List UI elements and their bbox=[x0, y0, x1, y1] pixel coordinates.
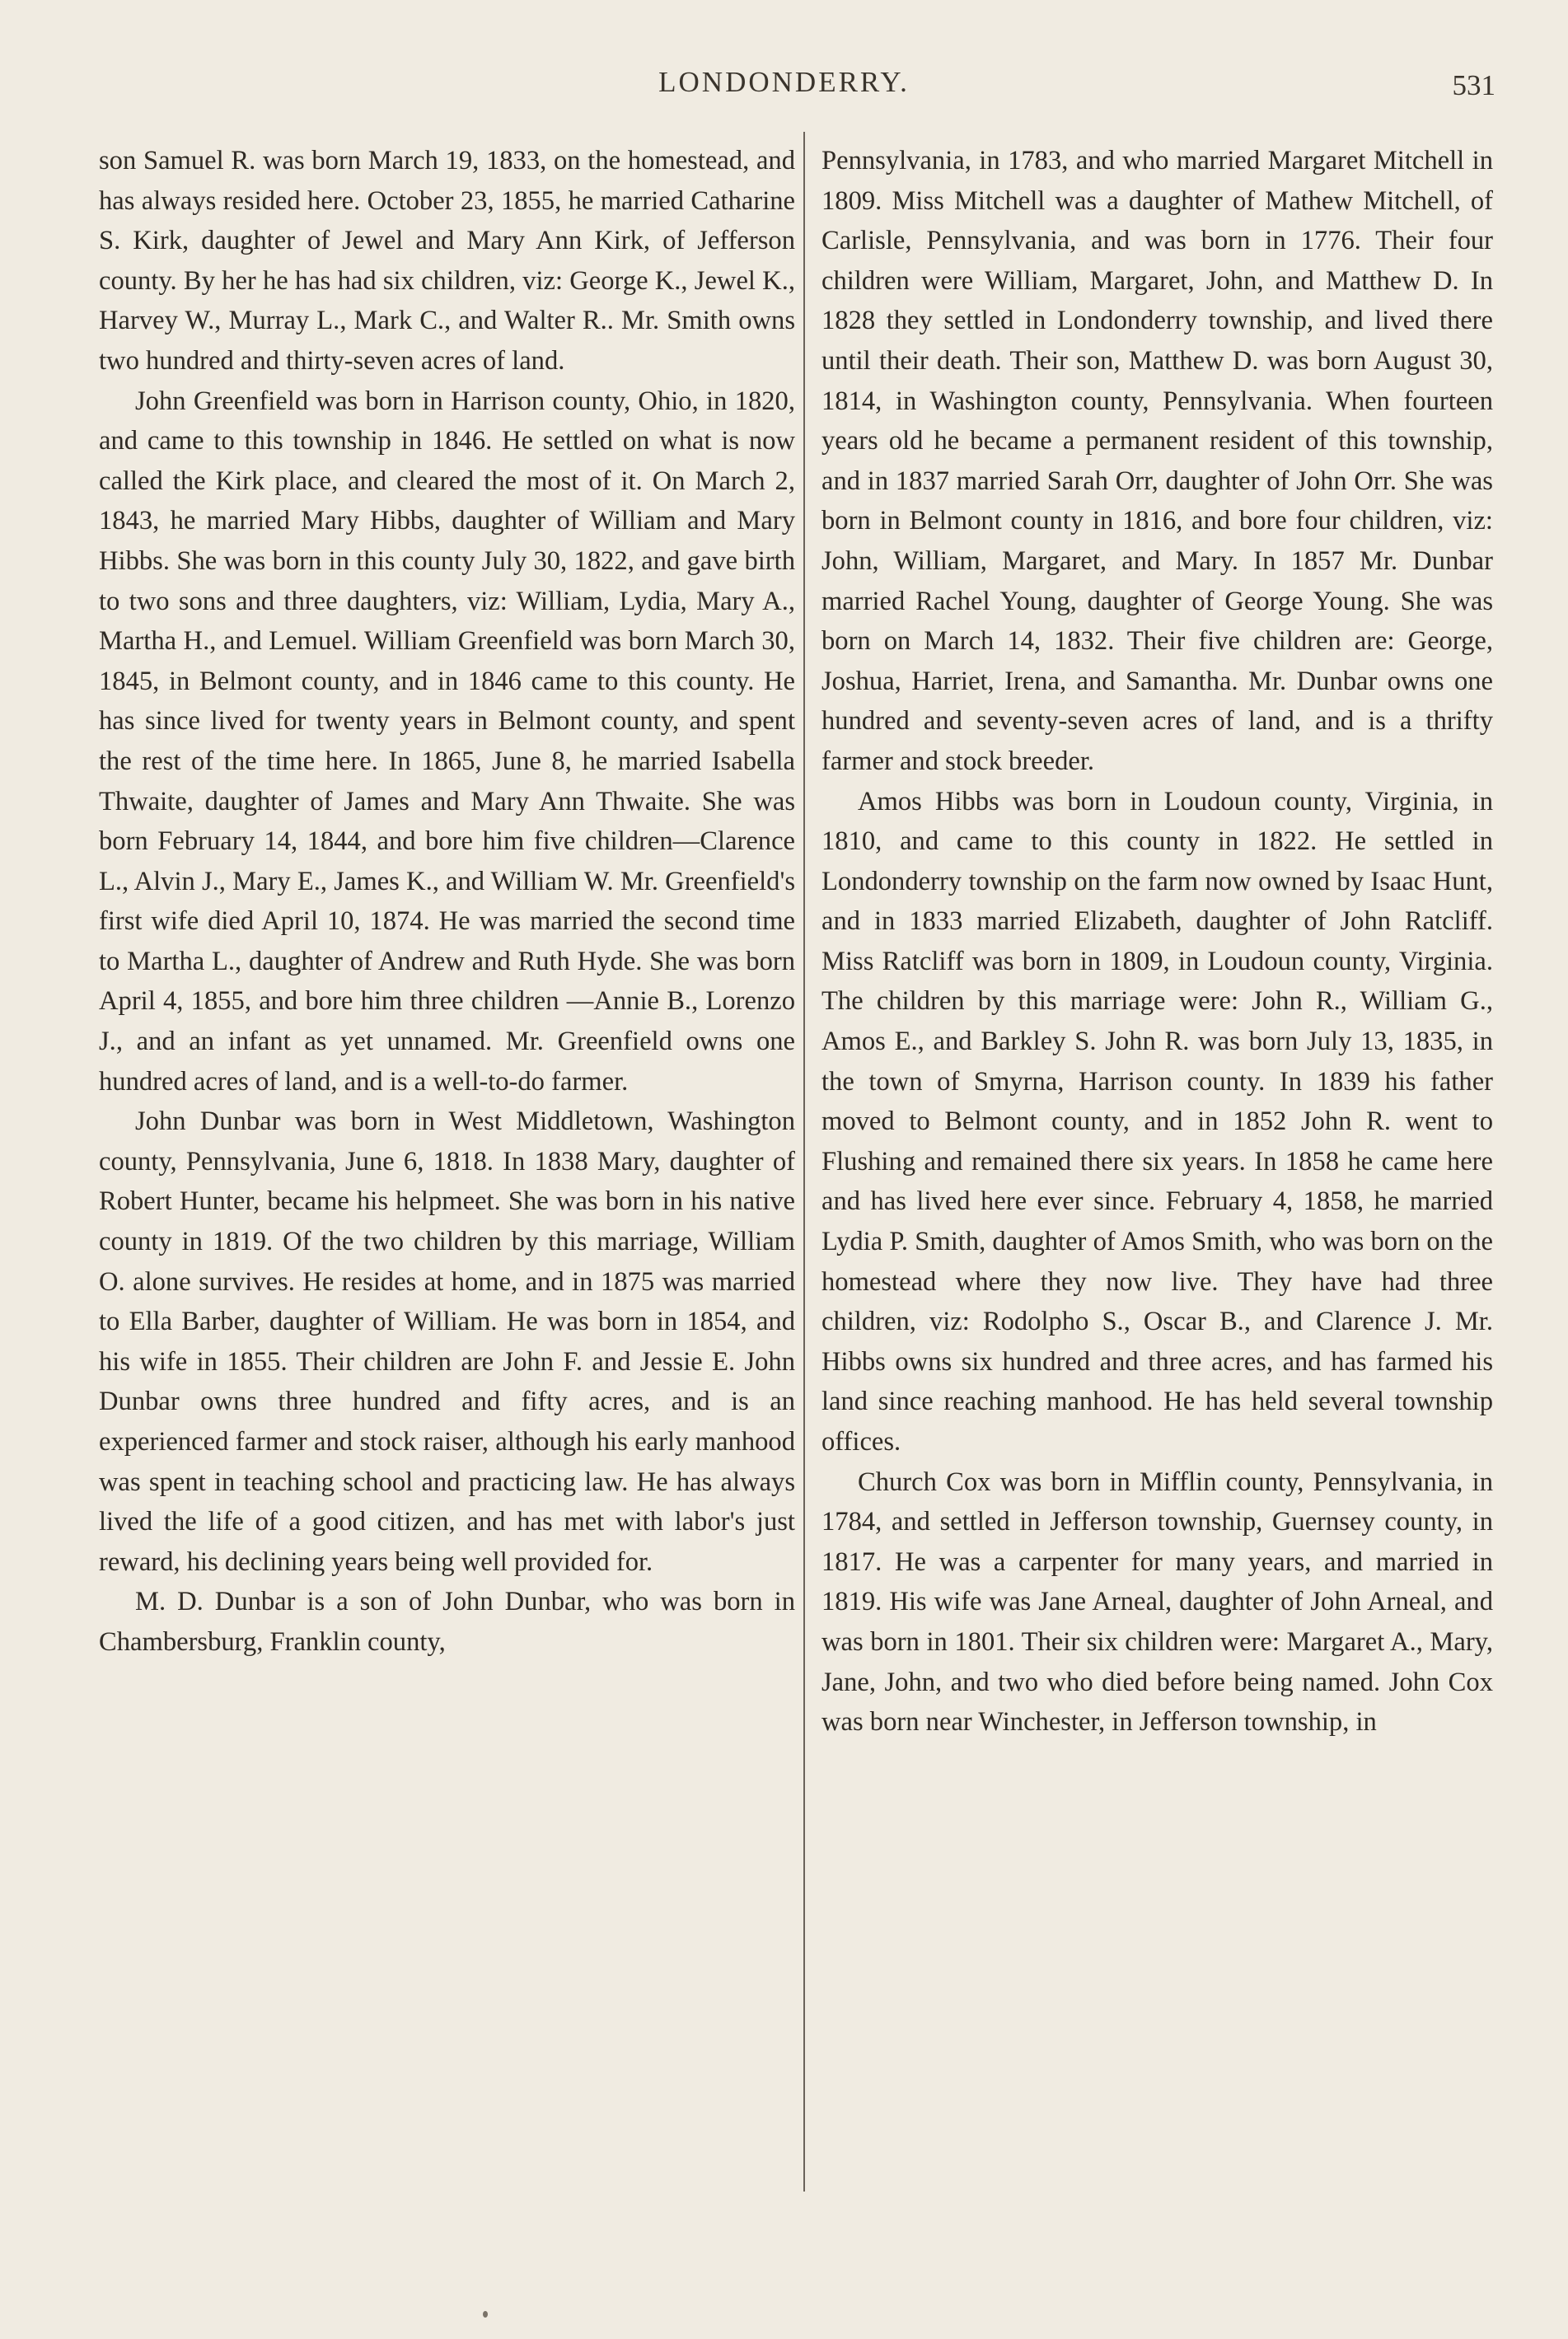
column-divider bbox=[803, 132, 805, 2192]
ink-speck bbox=[483, 2311, 488, 2318]
paragraph-john-dunbar: John Dunbar was born in West Middletown, Washington county, Pennsylvania, June 6, 1818. In 1838 Mary, daughter of Robert Hunter, became his helpmeet. She was born in his native county in 1819. Of the two children by this marriage, William O. alone survives. He resides at home, and in 1875 was married to Ella Barber, daughter of William. He was born in 1854, and his wife in 1855. Their children are John F. and Jessie E. John Dunbar owns three hundred and fifty acres, and is an experienced farmer and stock raiser, although his early manhood was spent in teaching school and practicing law. He has always lived the life of a good citizen, and has met with labor's just reward, his declining years being well provided for. bbox=[99, 1106, 795, 1577]
page-header bbox=[0, 66, 1568, 115]
paragraph-church-cox: Church Cox was born in Mifflin county, Pennsylvania, in 1784, and settled in Jefferson township, Guernsey county, in 1817. He was a carpenter for many years, and married in 1819. His wife was Jane Arneal, daughter of John Arneal, and was born in 1801. Their six children were: Margaret A., Mary, Jane, John, and two who died before being named. John Cox was born near Winchester, in Jefferson township, in bbox=[821, 1467, 1493, 1738]
page-number: 531 bbox=[1452, 69, 1495, 101]
paragraph-john-greenfield: John Greenfield was born in Harrison county, Ohio, in 1820, and came to this township in 1846. He settled on what is now called the Kirk place, and cleared the most of it. On March 2, 1843, he married Mary Hibbs, daughter of William and Mary Hibbs. She was born in this county July 30, 1822, and gave birth to two sons and three daughters, viz: William, Lydia, Mary A., Martha H., and Lemuel. William Greenfield was born March 30, 1845, in Belmont county, and in 1846 came to this county. He has since lived for twenty years in Belmont county, and spent the rest of the time here. In 1865, June 8, he married Isabella Thwaite, daughter of James and Mary Ann Thwaite. She was born February 14, 1844, and bore him five children—Clarence L., Alvin J., Mary E., James K., and William W. Mr. Greenfield's first wife died April 10, 1874. He was married the second time to Martha L., daughter of Andrew and Ruth Hyde. She was born April 4, 1855, and bore him three children —Annie B., Lorenzo J., and an infant as yet unnamed. Mr. Greenfield owns one hundred acres of land, and is a well-to-do farmer. bbox=[99, 386, 795, 1097]
right-column bbox=[821, 141, 1493, 1743]
paragraph-smith-continued: son Samuel R. was born March 19, 1833, on the homestead, and has always resided here. October 23, 1855, he married Catharine S. Kirk, daughter of Jewel and Mary Ann Kirk, of Jefferson county. By her he has had six children, viz: George K., Jewel K., Harvey W., Murray L., Mark C., and Walter R.. Mr. Smith owns two hundred and thirty-seven acres of land. bbox=[99, 146, 795, 376]
paragraph-md-dunbar: M. D. Dunbar is a son of John Dunbar, who was born in Chambersburg, Franklin county, bbox=[99, 1587, 795, 1657]
left-column bbox=[99, 141, 795, 1663]
paragraph-md-dunbar-continued: Pennsylvania, in 1783, and who married Margaret Mitchell in 1809. Miss Mitchell was a daughter of Mathew Mitchell, of Carlisle, Pennsylvania, and was born in 1776. Their four children were William, Margaret, John, and Matthew D. In 1828 they settled in Londonderry township, and lived there until their death. Their son, Matthew D. was born August 30, 1814, in Washington county, Pennsylvania. When fourteen years old he became a permanent resident of this township, and in 1837 married Sarah Orr, daughter of John Orr. She was born in Belmont county in 1816, and bore four children, viz: John, William, Margaret, and Mary. In 1857 Mr. Dunbar married Rachel Young, daughter of George Young. She was born on March 14, 1832. Their five children are: George, Joshua, Harriet, Irena, and Samantha. Mr. Dunbar owns one hundred and seventy-seven acres of land, and is a thrifty farmer and stock breeder. bbox=[821, 146, 1493, 776]
paragraph-amos-hibbs: Amos Hibbs was born in Loudoun county, Virginia, in 1810, and came to this county in 1822. He settled in Londonderry township on the farm now owned by Isaac Hunt, and in 1833 married Elizabeth, daughter of John Ratcliff. Miss Ratcliff was born in 1809, in Loudoun county, Virginia. The children by this marriage were: John R., William G., Amos E., and Barkley S. John R. was born July 13, 1835, in the town of Smyrna, Harrison county. In 1839 his father moved to Belmont county, and in 1852 John R. went to Flushing and remained there six years. In 1858 he came here and has lived here ever since. February 4, 1858, he married Lydia P. Smith, daughter of Amos Smith, who was born on the homestead where they now live. They have had three children, viz: Rodolpho S., Oscar B., and Clarence J. Mr. Hibbs owns six hundred and three acres, and has farmed his land since reaching manhood. He has held several township offices. bbox=[821, 786, 1493, 1457]
running-head-title: LONDONDERRY. bbox=[658, 66, 910, 98]
